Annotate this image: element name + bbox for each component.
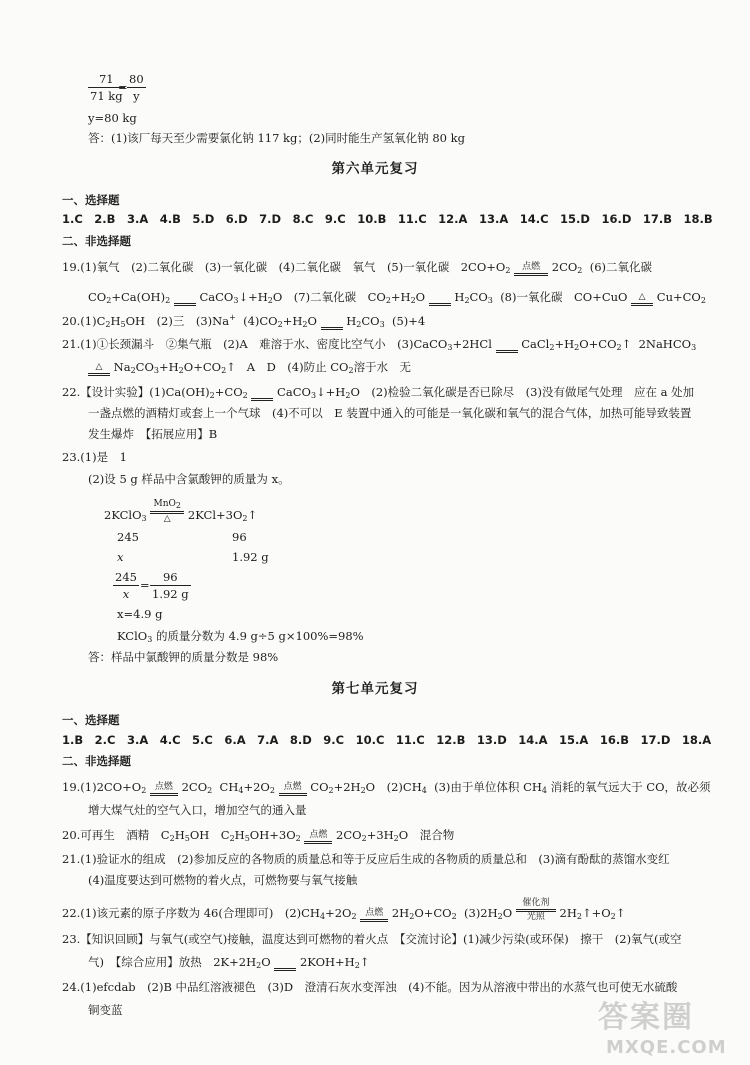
unit6-q23-line1: 23.(1)是 1 <box>62 450 127 464</box>
calc-result: y=80 kg <box>88 111 137 125</box>
unit7-q21-line2: (4)温度要达到可燃物的着火点，可燃物要与氧气接触 <box>88 873 358 887</box>
unit7-q20: 20.可再生 酒精 $C_2H_5OH$ $C_2H_5OH+3O_2$ 点燃 $2CO_2+3H_2O$ 混合物 <box>62 828 455 843</box>
unit7-q21-line1: 21.(1)验证水的组成 (2)参加反应的各物质的质量总和等于反应后生成的各物质的质量总和 (3)滴有酚酞的蒸馏水变红 <box>62 852 670 866</box>
unit6-q21-line1: 21.(1)①长颈漏斗 ②集气瓶 (2)A 难溶于水、密度比空气小 (3)CaCO$_3$+2HCl $CaCl_2+H_2O+CO_2↑$ 2NaHCO$_3$ <box>62 337 697 352</box>
unit6-q23-answer: 答：样品中氯酸钾的质量分数是 98% <box>88 650 279 664</box>
unit6-q23-line2: (2)设 5 g 样品中含氯酸钾的质量为 x。 <box>88 472 290 486</box>
unit6-q23-mass2: 96 <box>232 530 247 544</box>
unit7-q19-line2: 增大煤气灶的空气入口，增加空气的通入量 <box>88 803 307 817</box>
watermark-logo: 答案圈 MXQE.COM <box>598 1000 727 1058</box>
unit6-q21-line2: △ $Na_2CO_3+H_2O+CO_2↑$ A D (4)防止 $CO_2$溶于水 无 <box>88 360 411 376</box>
unit6-section-nonchoice: 二、非选择题 <box>62 234 131 248</box>
unit6-q22-line2: 一盏点燃的酒精灯或套上一个气球 (4)不可以 E 装置中通入的可能是一氧化碳和氧气的混合气体，加热可能导致装置 <box>88 406 692 420</box>
unit6-q22-line1: 22.【设计实验】$(1)Ca(OH)_2+CO_2$ $CaCO_3↓+H_2O$ (2)检验二氧化碳是否已除尽 (3)没有做尾气处理 应在 a 处加 <box>62 385 695 400</box>
unit7-choice-answers: 1.B 2.C 3.A 4.C 5.C 6.A 7.A 8.D 9.C 10.C 11.C 12.B 13.D 14.A 15.A 16.B 17.D 18.A <box>62 733 712 747</box>
unit6-q23-mass1: 245 <box>117 530 139 544</box>
unit6-q23-g: 1.92 g <box>232 550 269 564</box>
unit6-q20: $20.(1)C_2H_5OH$ (2)三 (3)Na+ $(4)CO_2+H_2O$ $H_2CO_3$ (5)+4 <box>62 313 426 329</box>
fraction-71: $\frac{71}{71 kg}$ <box>90 72 123 104</box>
unit7-q24-line2: 铜变蓝 <box>88 1003 123 1017</box>
unit6-choice-answers: 1.C 2.B 3.A 4.B 5.D 6.D 7.D 8.C 9.C 10.B 11.C 12.A 13.A 14.C 15.D 16.D 17.B 18.B <box>62 212 713 226</box>
unit6-q19-line2: $CO_2+Ca(OH)_2$ $CaCO_3↓+H_2O$ (7)二氧化碳 $CO_2+H_2O$ $H_2CO_3$ (8)一氧化碳 CO+CuO △ $Cu+CO_2$ <box>88 290 706 305</box>
unit7-section-choice: 一、选择题 <box>62 713 120 727</box>
unit7-q23-line1: 23.【知识回顾】与氧气(或空气)接触，温度达到可燃物的着火点 【交流讨论】(1)减少污染(或环保) 擦干 (2)氧气(或空 <box>62 932 682 946</box>
unit7-q19-line1: $19.(1)2CO+O_2$ 点燃 $2CO_2$ $CH_4+2O_2$ 点燃 $CO_2+2H_2O$ $(2)CH_4$ (3)由于单位体积 $CH_4$ 消耗的氧气远大于 CO，故必须 <box>62 780 711 795</box>
unit7-q22: 22.(1)该元素的原子序数为 46(合理即可) $(2)CH_4+2O_2$ 点燃 $2H_2O+CO_2$ $(3)2H_2O$ 催化剂 光照 $2H_2↑+O_2↑$ <box>62 898 626 922</box>
unit6-q23-equation: 2KClO$_3$ MnO$_2$ △ $2KCl+3O_2↑$ <box>104 499 258 524</box>
unit7-section-nonchoice: 二、非选择题 <box>62 754 131 768</box>
unit6-q22-line3: 发生爆炸 【拓展应用】B <box>88 427 218 441</box>
calc-answer: 答：(1)该厂每天至少需要氯化钠 117 kg；(2)同时能生产氢氧化钠 80 kg <box>88 131 465 145</box>
unit6-title: 第六单元复习 <box>331 161 419 177</box>
equals-sign: = <box>118 80 128 94</box>
unit6-q23-frac1: $\frac{245}{x}$ <box>115 570 137 602</box>
unit6-q23-xr: x=4.9 g <box>117 607 163 621</box>
unit7-title: 第七单元复习 <box>331 681 419 697</box>
unit7-q24-line1: 24.(1)efcdab (2)B 中品红溶液褪色 (3)D 澄清石灰水变浑浊 (4)不能。因为从溶液中带出的水蒸气也可使无水硫酸 <box>62 980 678 994</box>
unit6-q23-pct: KClO$_3$ 的质量分数为 4.9 g÷5 g×100%=98% <box>117 629 364 644</box>
unit6-q19-line1: 19.(1)氧气 (2)二氧化碳 (3)一氧化碳 (4)二氧化碳 氧气 (5)一氧化碳 $2CO+O_2$ 点燃 $2CO_2$ (6)二氧化碳 <box>62 260 652 275</box>
unit7-q23-line2: 气) 【综合应用】放热 $2K+2H_2O$ $2KOH+H_2↑$ <box>88 955 370 970</box>
unit6-q23-x: x <box>117 550 124 564</box>
fraction-80: $\frac{80}{y}$ <box>129 72 144 104</box>
unit6-q23-frac2: $\frac{96}{1.92 g}$ <box>152 570 189 602</box>
unit6-q23-eq: = <box>140 578 150 592</box>
unit6-section-choice: 一、选择题 <box>62 193 120 207</box>
